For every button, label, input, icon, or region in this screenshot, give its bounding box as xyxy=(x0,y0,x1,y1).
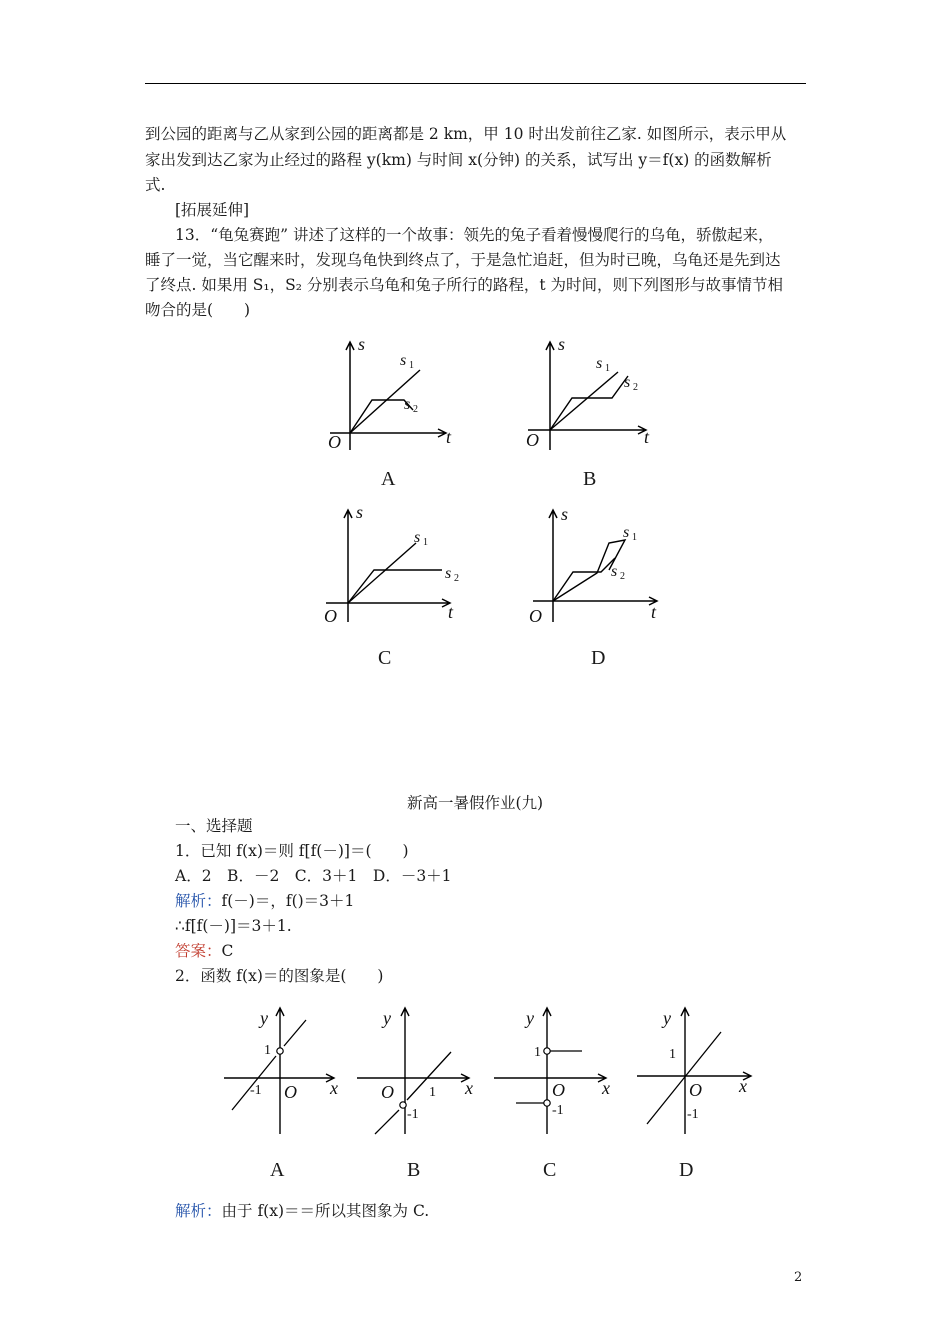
graph-13-c xyxy=(318,500,468,630)
graph-13-d-s2-label: s xyxy=(611,563,618,580)
graph-13-c-s2-sub: 2 xyxy=(454,573,459,584)
homework-title: 新高一暑假作业(九) xyxy=(406,794,544,812)
problem12-line2: 家出发到达乙家为止经过的路程 y(km) 与时间 x(分钟) 的关系，试写出 y＝f(x) 的函数解析 xyxy=(145,151,772,169)
graph-13-d-caption: D xyxy=(591,647,606,669)
graph-q2-c xyxy=(490,1002,620,1137)
graph-q2-b xyxy=(353,1002,483,1137)
graph-13-b-s1-sub: 1 xyxy=(605,363,610,374)
graph-q2-b-label-one: 1 xyxy=(429,1085,436,1100)
problem12-line1: 到公园的距离与乙从家到公园的距离都是 2 km，甲 10 时出发前往乙家. 如图所示，表示甲从 xyxy=(145,125,787,143)
graph-13-a-ylabel: s xyxy=(358,334,366,354)
graph-13-c-s2-curve xyxy=(348,570,442,603)
graph-q2-a-open-point xyxy=(277,1048,283,1054)
q1-answer-label: 答案： xyxy=(175,942,222,960)
q2-analysis-text: 由于 f(x)＝＝所以其图象为 C. xyxy=(221,1202,430,1220)
q2-analysis-label: 解析： xyxy=(175,1202,222,1220)
graph-13-c-s2-label: s xyxy=(445,565,452,582)
graph-13-b-s2-sub: 2 xyxy=(633,382,638,393)
graph-q2-d-ylabel: y xyxy=(663,1008,671,1028)
graph-q2-c-label-one: 1 xyxy=(534,1045,541,1060)
graph-q2-d-line xyxy=(647,1032,721,1124)
graph-13-a-origin: O xyxy=(328,432,341,452)
graph-q2-b-open-point xyxy=(400,1102,406,1108)
graph-q2-a-caption: A xyxy=(270,1159,285,1181)
graph-13-c-s1-sub: 1 xyxy=(423,537,428,548)
graph-13-b-s2-label: s xyxy=(624,374,631,391)
q1-analysis-line2: ∴f[f(－)]＝3＋1. xyxy=(175,917,292,935)
graph-q2-d-origin: O xyxy=(689,1080,702,1100)
problem12-line3: 式. xyxy=(145,176,166,194)
graph-q2-a-label-neg-one: -1 xyxy=(250,1083,262,1098)
q1-analysis-line1 xyxy=(175,891,354,911)
q1-analysis-text1: f(－)＝，f()＝3＋1 xyxy=(221,892,355,910)
q1-analysis-label: 解析： xyxy=(175,892,222,910)
graph-13-b xyxy=(520,330,660,460)
graph-q2-c-xlabel: x xyxy=(602,1078,610,1098)
section-extension: [拓展延伸] xyxy=(175,201,250,219)
graph-q2-c-open-point-lower xyxy=(544,1100,550,1106)
graph-13-a-s1-label: s xyxy=(400,352,407,369)
graph-q2-c-ylabel: y xyxy=(526,1008,534,1028)
graph-13-c-origin: O xyxy=(324,606,337,626)
graph-13-d-ylabel: s xyxy=(561,504,569,524)
graph-13-d-origin: O xyxy=(529,606,542,626)
graph-q2-d xyxy=(633,1002,763,1137)
problem13-line3: 了终点. 如果用 S₁，S₂ 分别表示乌龟和兔子所行的路程，t 为时间，则下列图形与故事情节相 xyxy=(145,276,784,294)
graph-13-c-s1-label: s xyxy=(414,529,421,546)
graph-13-a xyxy=(320,330,460,460)
graph-13-d-s2-sub: 2 xyxy=(620,571,625,582)
graph-q2-a-label-one: 1 xyxy=(264,1043,271,1058)
q2-analysis-line xyxy=(175,1201,429,1221)
q1-answer-line xyxy=(175,941,233,961)
graph-q2-b-caption: B xyxy=(407,1159,421,1181)
graph-13-b-caption: B xyxy=(583,468,597,490)
graph-q2-c-label-neg-one: -1 xyxy=(552,1103,564,1118)
graph-13-a-s2-label: s xyxy=(404,396,411,413)
graph-q2-c-origin: O xyxy=(552,1080,565,1100)
graph-13-c-caption: C xyxy=(378,647,392,669)
graph-q2-c-caption: C xyxy=(543,1159,557,1181)
graph-13-a-caption: A xyxy=(381,468,396,490)
graph-q2-d-xlabel: x xyxy=(739,1076,747,1096)
graph-q2-d-caption: D xyxy=(679,1159,694,1181)
graph-q2-b-ylabel: y xyxy=(383,1008,391,1028)
section-choice-heading: 一、选择题 xyxy=(175,817,253,835)
graph-13-d-s1-label: s xyxy=(623,524,630,541)
graph-q2-a-origin: O xyxy=(284,1082,297,1102)
header-rule xyxy=(145,83,806,84)
graph-13-c-xlabel: t xyxy=(448,602,454,622)
graph-q2-a-xlabel: x xyxy=(330,1078,338,1098)
q1-answer-value: C xyxy=(221,942,234,960)
graph-13-a-xlabel: t xyxy=(446,427,452,447)
graph-13-a-s1-sub: 1 xyxy=(409,360,414,371)
problem13-line1: 13．“龟兔赛跑” 讲述了这样的一个故事：领先的兔子看着慢慢爬行的乌龟，骄傲起来， xyxy=(175,226,774,244)
graph-13-b-s2-curve xyxy=(550,374,631,430)
graph-13-b-xlabel: t xyxy=(644,427,650,447)
graph-13-d-s1-sub: 1 xyxy=(632,532,637,543)
graph-q2-d-label-one: 1 xyxy=(669,1047,676,1062)
q1-stem: 1．已知 f(x)＝则 f[f(－)]＝( ) xyxy=(175,842,409,860)
graph-q2-d-label-neg-one: -1 xyxy=(687,1107,699,1122)
graph-13-a-s2-sub: 2 xyxy=(413,404,418,415)
graph-q2-a-ylabel: y xyxy=(260,1008,268,1028)
graph-13-d xyxy=(525,500,675,630)
graph-13-d-xlabel: t xyxy=(651,602,657,622)
graph-13-b-s1-curve xyxy=(550,372,618,430)
problem13-line4: 吻合的是( ) xyxy=(145,301,251,319)
graph-q2-a xyxy=(218,1002,348,1137)
q1-choices: A．2 B．－2 C．3＋1 D．－3＋1 xyxy=(175,867,452,885)
graph-q2-b-label-neg-one: -1 xyxy=(407,1107,419,1122)
graph-q2-b-origin: O xyxy=(381,1082,394,1102)
graph-13-b-origin: O xyxy=(526,430,539,450)
graph-q2-c-open-point-upper xyxy=(544,1048,550,1054)
graph-13-c-s1-curve xyxy=(348,543,416,603)
graph-q2-b-xlabel: x xyxy=(465,1078,473,1098)
q2-stem: 2．函数 f(x)＝的图象是( ) xyxy=(175,967,384,985)
problem13-line2: 睡了一觉，当它醒来时，发现乌龟快到终点了，于是急忙追赶，但为时已晚，乌龟还是先到达 xyxy=(145,251,781,269)
page-number: 2 xyxy=(794,1270,803,1285)
graph-13-b-ylabel: s xyxy=(558,334,566,354)
graph-13-b-s1-label: s xyxy=(596,355,603,372)
graph-13-c-ylabel: s xyxy=(356,502,364,522)
